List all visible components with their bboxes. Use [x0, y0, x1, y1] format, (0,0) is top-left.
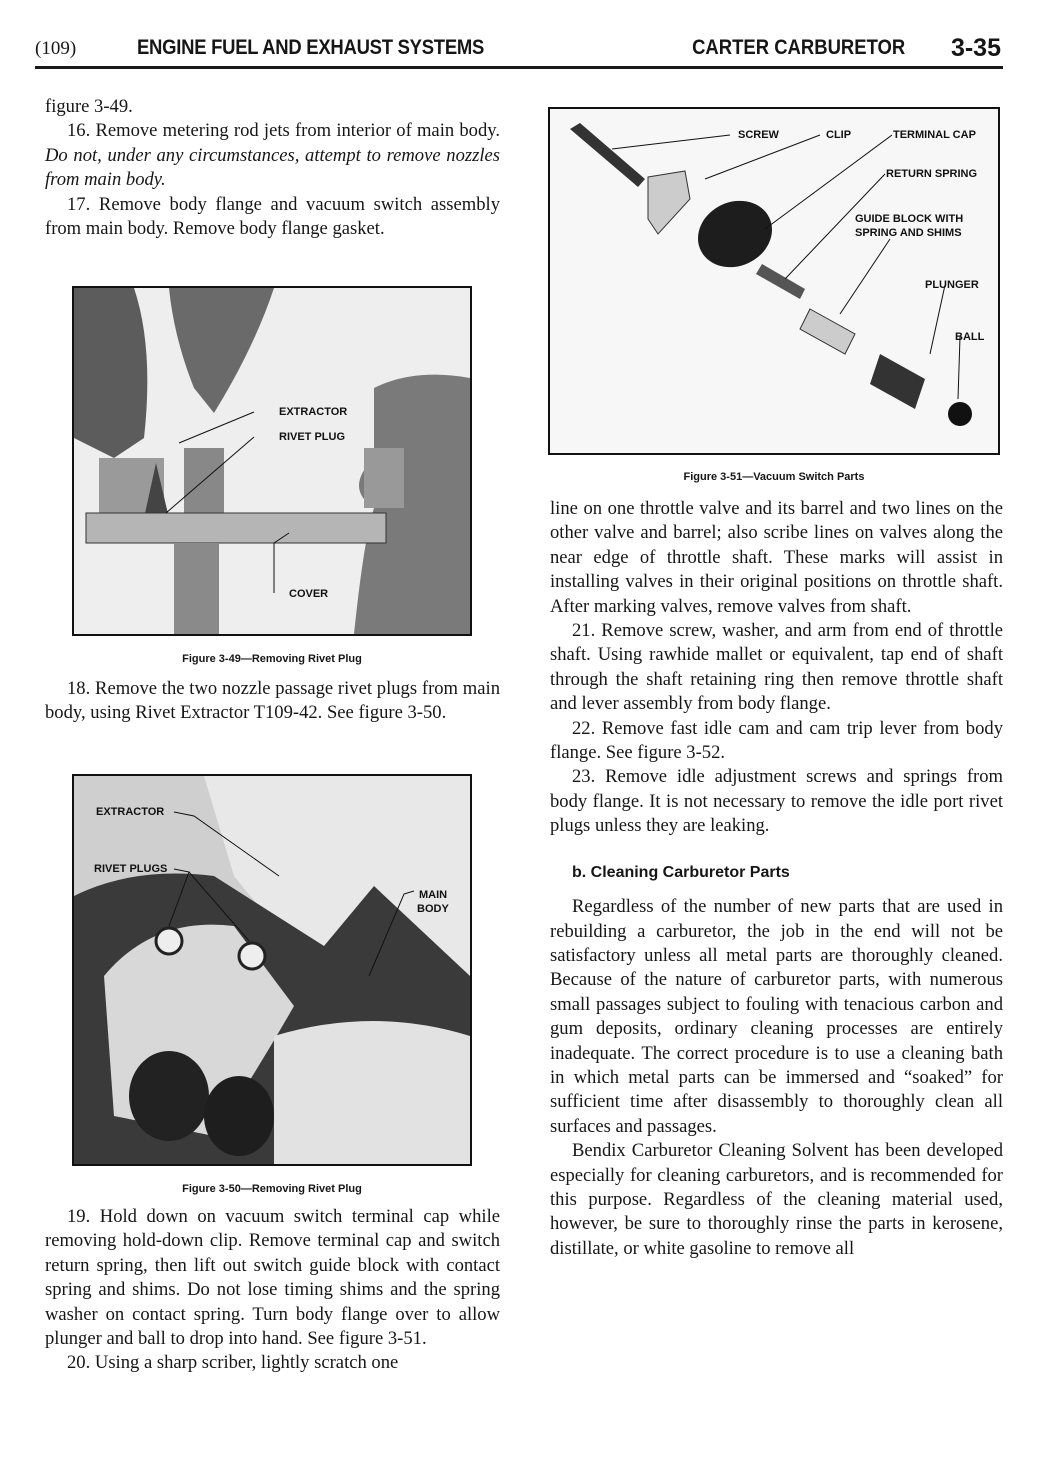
label-guide-block-line2: SPRING AND SHIMS	[855, 227, 962, 239]
figure-3-49-image	[72, 286, 472, 636]
label-rivet-plug: RIVET PLUG	[279, 431, 346, 443]
step-23: 23. Remove idle adjustment screws and springs from body flange. It is not necessary to remove the idle port rivet plugs unless they are leaking.	[550, 766, 1003, 837]
label-cover: COVER	[289, 588, 329, 600]
continuation-text: figure 3-49.	[45, 96, 133, 117]
step-22: 22. Remove fast idle cam and cam trip lever from body flange. See figure 3-52.	[550, 717, 1003, 764]
step-20-start: 20. Using a sharp scriber, lightly scratch one	[67, 1352, 399, 1374]
label-extractor: EXTRACTOR	[279, 406, 348, 418]
step-19: 19. Hold down on vacuum switch terminal cap while removing hold-down clip. Remove terminal cap and switch return spring, then lift out switch guide block with contact spring and shims. Do not lose timing shims and the spring washer on contact spring. Turn body flange over to allow plunger and ball to drop into hand. See figure 3-51.	[45, 1206, 500, 1350]
left-column-top	[45, 95, 500, 241]
subsection-heading: b. Cleaning Carburetor Parts	[572, 863, 790, 881]
page-number: (109)	[35, 38, 77, 59]
step-18: 18. Remove the two nozzle passage rivet plugs from main body, using Rivet Extractor T109-42. See figure 3-50.	[45, 678, 500, 724]
figure-3-51-caption: Figure 3-51—Vacuum Switch Parts	[683, 471, 865, 483]
step-21: 21. Remove screw, washer, and arm from end of throttle shaft. Using rawhide mallet or equivalent, tap end of shaft through the shaft retaining ring then remove throttle shaft and lever assembly from body flange.	[550, 620, 1003, 715]
cleaning-paragraph-2: Bendix Carburetor Cleaning Solvent has been developed especially for cleaning carburetors, and is recommended for this purpose. Regardless of the cleaning material used, however, be sure to thoroughly rinse the parts in kerosene, distillate, or white gasoline to remove all	[550, 1140, 1003, 1259]
step-20-continued: line on one throttle valve and its barrel and two lines on the other valve and barrel; also scribe lines on valves along the near edge of throttle shaft. These marks will assist in installing valves in their original positions on throttle shaft. After marking valves, remove valves from shaft.	[550, 498, 1003, 617]
label-body: BODY	[417, 903, 449, 915]
step-16	[45, 119, 500, 192]
section-title: ENGINE FUEL AND EXHAUST SYSTEMS	[137, 36, 485, 59]
figure-3-50-caption: Figure 3-50—Removing Rivet Plug	[182, 1183, 362, 1195]
label-terminal-cap: TERMINAL CAP	[893, 129, 976, 141]
label-ball: BALL	[955, 331, 985, 343]
step-17: 17. Remove body flange and vacuum switch assembly from main body. Remove body flange gasket.	[45, 193, 500, 240]
cleaning-paragraph-1: Regardless of the number of new parts that are used in rebuilding a carburetor, the job in the end will not be satisfactory unless all metal parts are thoroughly cleaned. Because of the nature of carburetor parts, with numerous small passages subject to fouling with tenacious carbon and gum deposits, ordinary cleaning processes are entirely inadequate. The correct procedure is to use a cleaning bath in which metal parts can be immersed and “soaked” for sufficient time after disassembly to thoroughly clean all surfaces and passages.	[550, 896, 1003, 1137]
label-guide-block-line1: GUIDE BLOCK WITH	[855, 213, 964, 225]
label-extractor: EXTRACTOR	[96, 806, 165, 818]
right-column	[550, 497, 1003, 1261]
topic-title: CARTER CARBURETOR	[691, 36, 905, 59]
label-main: MAIN	[419, 889, 448, 901]
figure-3-50-image	[72, 774, 472, 1166]
step-16-warning: Do not, under any circumstances, attempt to remove nozzles from main body.	[45, 144, 500, 191]
label-screw: SCREW	[738, 129, 779, 141]
figure-3-49-caption: Figure 3-49—Removing Rivet Plug	[182, 653, 362, 665]
figure-3-51-image	[548, 107, 1000, 455]
step-16-text: 16. Remove metering rod jets from interior of main body.	[67, 120, 500, 142]
section-page-number: 3-35	[950, 34, 1001, 62]
label-clip: CLIP	[826, 129, 852, 141]
label-rivet-plugs: RIVET PLUGS	[94, 863, 168, 875]
label-return-spring: RETURN SPRING	[886, 168, 978, 180]
label-plunger: PLUNGER	[925, 279, 979, 291]
left-column-bottom	[45, 1205, 500, 1376]
page-header	[35, 36, 1003, 69]
figure-3-50-illustration	[74, 776, 470, 1164]
figure-3-49-illustration	[74, 288, 470, 634]
left-column-mid	[45, 677, 500, 726]
